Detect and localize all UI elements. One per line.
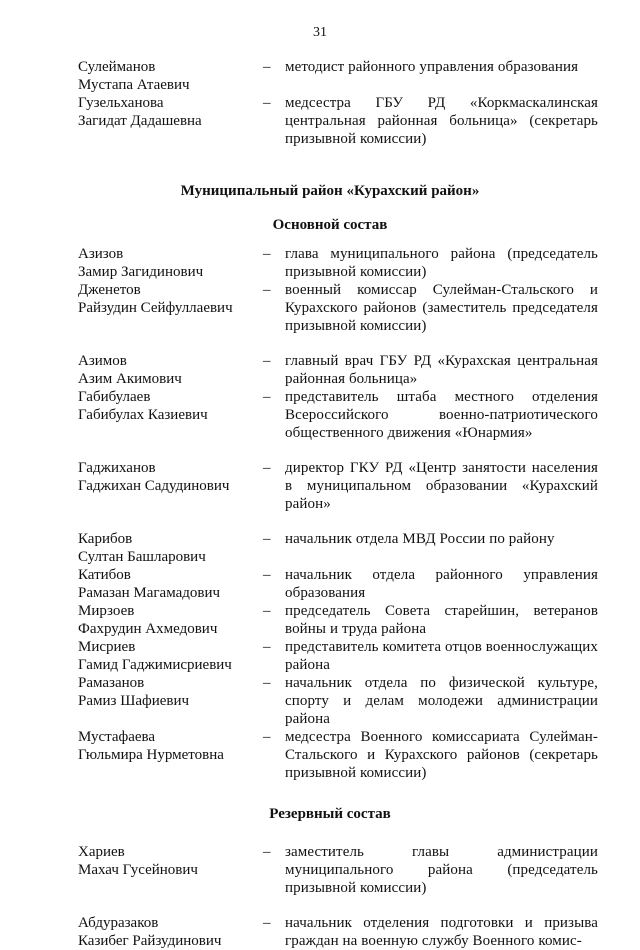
member-surname: Катибов <box>78 567 131 583</box>
member-entry <box>78 602 598 638</box>
main-composition-heading: Основной состав <box>272 217 388 233</box>
member-role: представитель комитета отцов военнослужащих района <box>285 639 599 673</box>
member-name <box>78 58 263 94</box>
document-body <box>78 58 598 950</box>
member-entry <box>78 566 598 602</box>
member-role: начальник отдела МВД России по району <box>285 531 555 547</box>
member-entry <box>78 245 598 281</box>
dash-separator: – <box>263 59 271 75</box>
dash-separator: – <box>263 729 271 745</box>
member-entry <box>78 728 598 782</box>
member-given-name: Азим Акимович <box>78 371 182 387</box>
member-surname: Рамазанов <box>78 675 145 691</box>
member-surname: Хариев <box>78 844 125 860</box>
member-role: военный комиссар Сулейман-Стальского и Курахского районов (заместитель председателя призывной комиссии) <box>285 282 598 334</box>
member-given-name: Рамазан Магамадович <box>78 585 221 601</box>
member-name <box>78 843 263 879</box>
member-given-name: Гюльмира Нурметовна <box>78 747 224 763</box>
dash-separator: – <box>263 603 271 619</box>
member-given-name: Султан Башларович <box>78 549 206 565</box>
member-entry <box>78 914 598 950</box>
member-given-name: Рамиз Шафиевич <box>78 693 190 709</box>
member-surname: Мирзоев <box>78 603 135 619</box>
dash-separator: – <box>263 567 271 583</box>
member-entry <box>78 281 598 335</box>
member-entry <box>78 530 598 566</box>
member-role: медсестра Военного комиссариата Сулейман-Стальского и Курахского районов (секретарь призывной комиссии) <box>285 729 598 781</box>
member-role: начальник отдела по физической культуре, спорту и делам молодежи администрации района <box>285 675 598 727</box>
member-name <box>78 638 263 674</box>
district-title: Муниципальный район «Курахский район» <box>180 183 480 199</box>
member-surname: Карибов <box>78 531 133 547</box>
member-role: медсестра ГБУ РД «Коркмаскалинская центральная районная больница» (секретарь призывной комиссии) <box>285 95 598 147</box>
member-role: начальник отделения подготовки и призыва граждан на военную службу Военного комис- <box>285 915 598 949</box>
member-given-name: Фахрудин Ахмедович <box>78 621 218 637</box>
page-number: 31 <box>313 25 327 40</box>
member-role: главный врач ГБУ РД «Курахская центральная районная больница» <box>285 353 598 387</box>
member-name <box>78 281 263 317</box>
member-given-name: Гамид Гаджимисриевич <box>78 657 232 673</box>
member-surname: Гузельханова <box>78 95 164 111</box>
member-name <box>78 245 263 281</box>
member-entry <box>78 674 598 728</box>
member-role: методист районного управления образования <box>285 59 579 75</box>
dash-separator: – <box>263 675 271 691</box>
member-name <box>78 602 263 638</box>
dash-separator: – <box>263 95 271 111</box>
dash-separator: – <box>263 844 271 860</box>
member-surname: Габибулаев <box>78 389 151 405</box>
member-entry <box>78 388 598 442</box>
dash-separator: – <box>263 531 271 547</box>
member-name <box>78 352 263 388</box>
member-surname: Азимов <box>78 353 127 369</box>
member-name <box>78 914 263 950</box>
member-name <box>78 728 263 764</box>
member-entry <box>78 352 598 388</box>
member-role: заместитель главы администрации муниципального района (председатель призывной комиссии) <box>285 844 598 896</box>
member-given-name: Габибулах Казиевич <box>78 407 208 423</box>
reserve-composition-heading: Резервный состав <box>269 806 391 822</box>
member-entry <box>78 459 598 513</box>
member-name <box>78 566 263 602</box>
member-given-name: Райзудин Сейфуллаевич <box>78 300 233 316</box>
member-name <box>78 459 263 495</box>
member-surname: Сулейманов <box>78 59 156 75</box>
member-role: председатель Совета старейшин, ветеранов войны и труда района <box>285 603 598 637</box>
member-surname: Дженетов <box>78 282 141 298</box>
dash-separator: – <box>263 353 271 369</box>
member-given-name: Замир Загидинович <box>78 264 204 280</box>
member-entry <box>78 843 598 897</box>
dash-separator: – <box>263 246 271 262</box>
dash-separator: – <box>263 915 271 931</box>
member-entry <box>78 94 598 148</box>
member-name <box>78 674 263 710</box>
member-name <box>78 388 263 424</box>
member-name <box>78 530 263 566</box>
member-role: директор ГКУ РД «Центр занятости населения в муниципальном образовании «Курахский район» <box>285 460 598 512</box>
member-name <box>78 94 263 130</box>
member-role: глава муниципального района (председатель призывной комиссии) <box>285 246 598 280</box>
dash-separator: – <box>263 460 271 476</box>
member-given-name: Мустапа Атаевич <box>78 77 190 93</box>
dash-separator: – <box>263 282 271 298</box>
member-surname: Абдуразаков <box>78 915 159 931</box>
member-entry <box>78 638 598 674</box>
member-given-name: Казибег Райзудинович <box>78 933 222 949</box>
member-role: представитель штаба местного отделения Всероссийского военно-патриотического общественного движения «Юнармия» <box>285 389 598 441</box>
member-surname: Гаджиханов <box>78 460 156 476</box>
member-given-name: Загидат Дадашевна <box>78 113 202 129</box>
member-surname: Мустафаева <box>78 729 156 745</box>
member-surname: Азизов <box>78 246 124 262</box>
member-given-name: Махач Гусейнович <box>78 862 198 878</box>
dash-separator: – <box>263 389 271 405</box>
member-role: начальник отдела районного управления образования <box>285 567 598 601</box>
member-surname: Мисриев <box>78 639 136 655</box>
dash-separator: – <box>263 639 271 655</box>
member-entry <box>78 58 598 94</box>
member-given-name: Гаджихан Садудинович <box>78 478 230 494</box>
